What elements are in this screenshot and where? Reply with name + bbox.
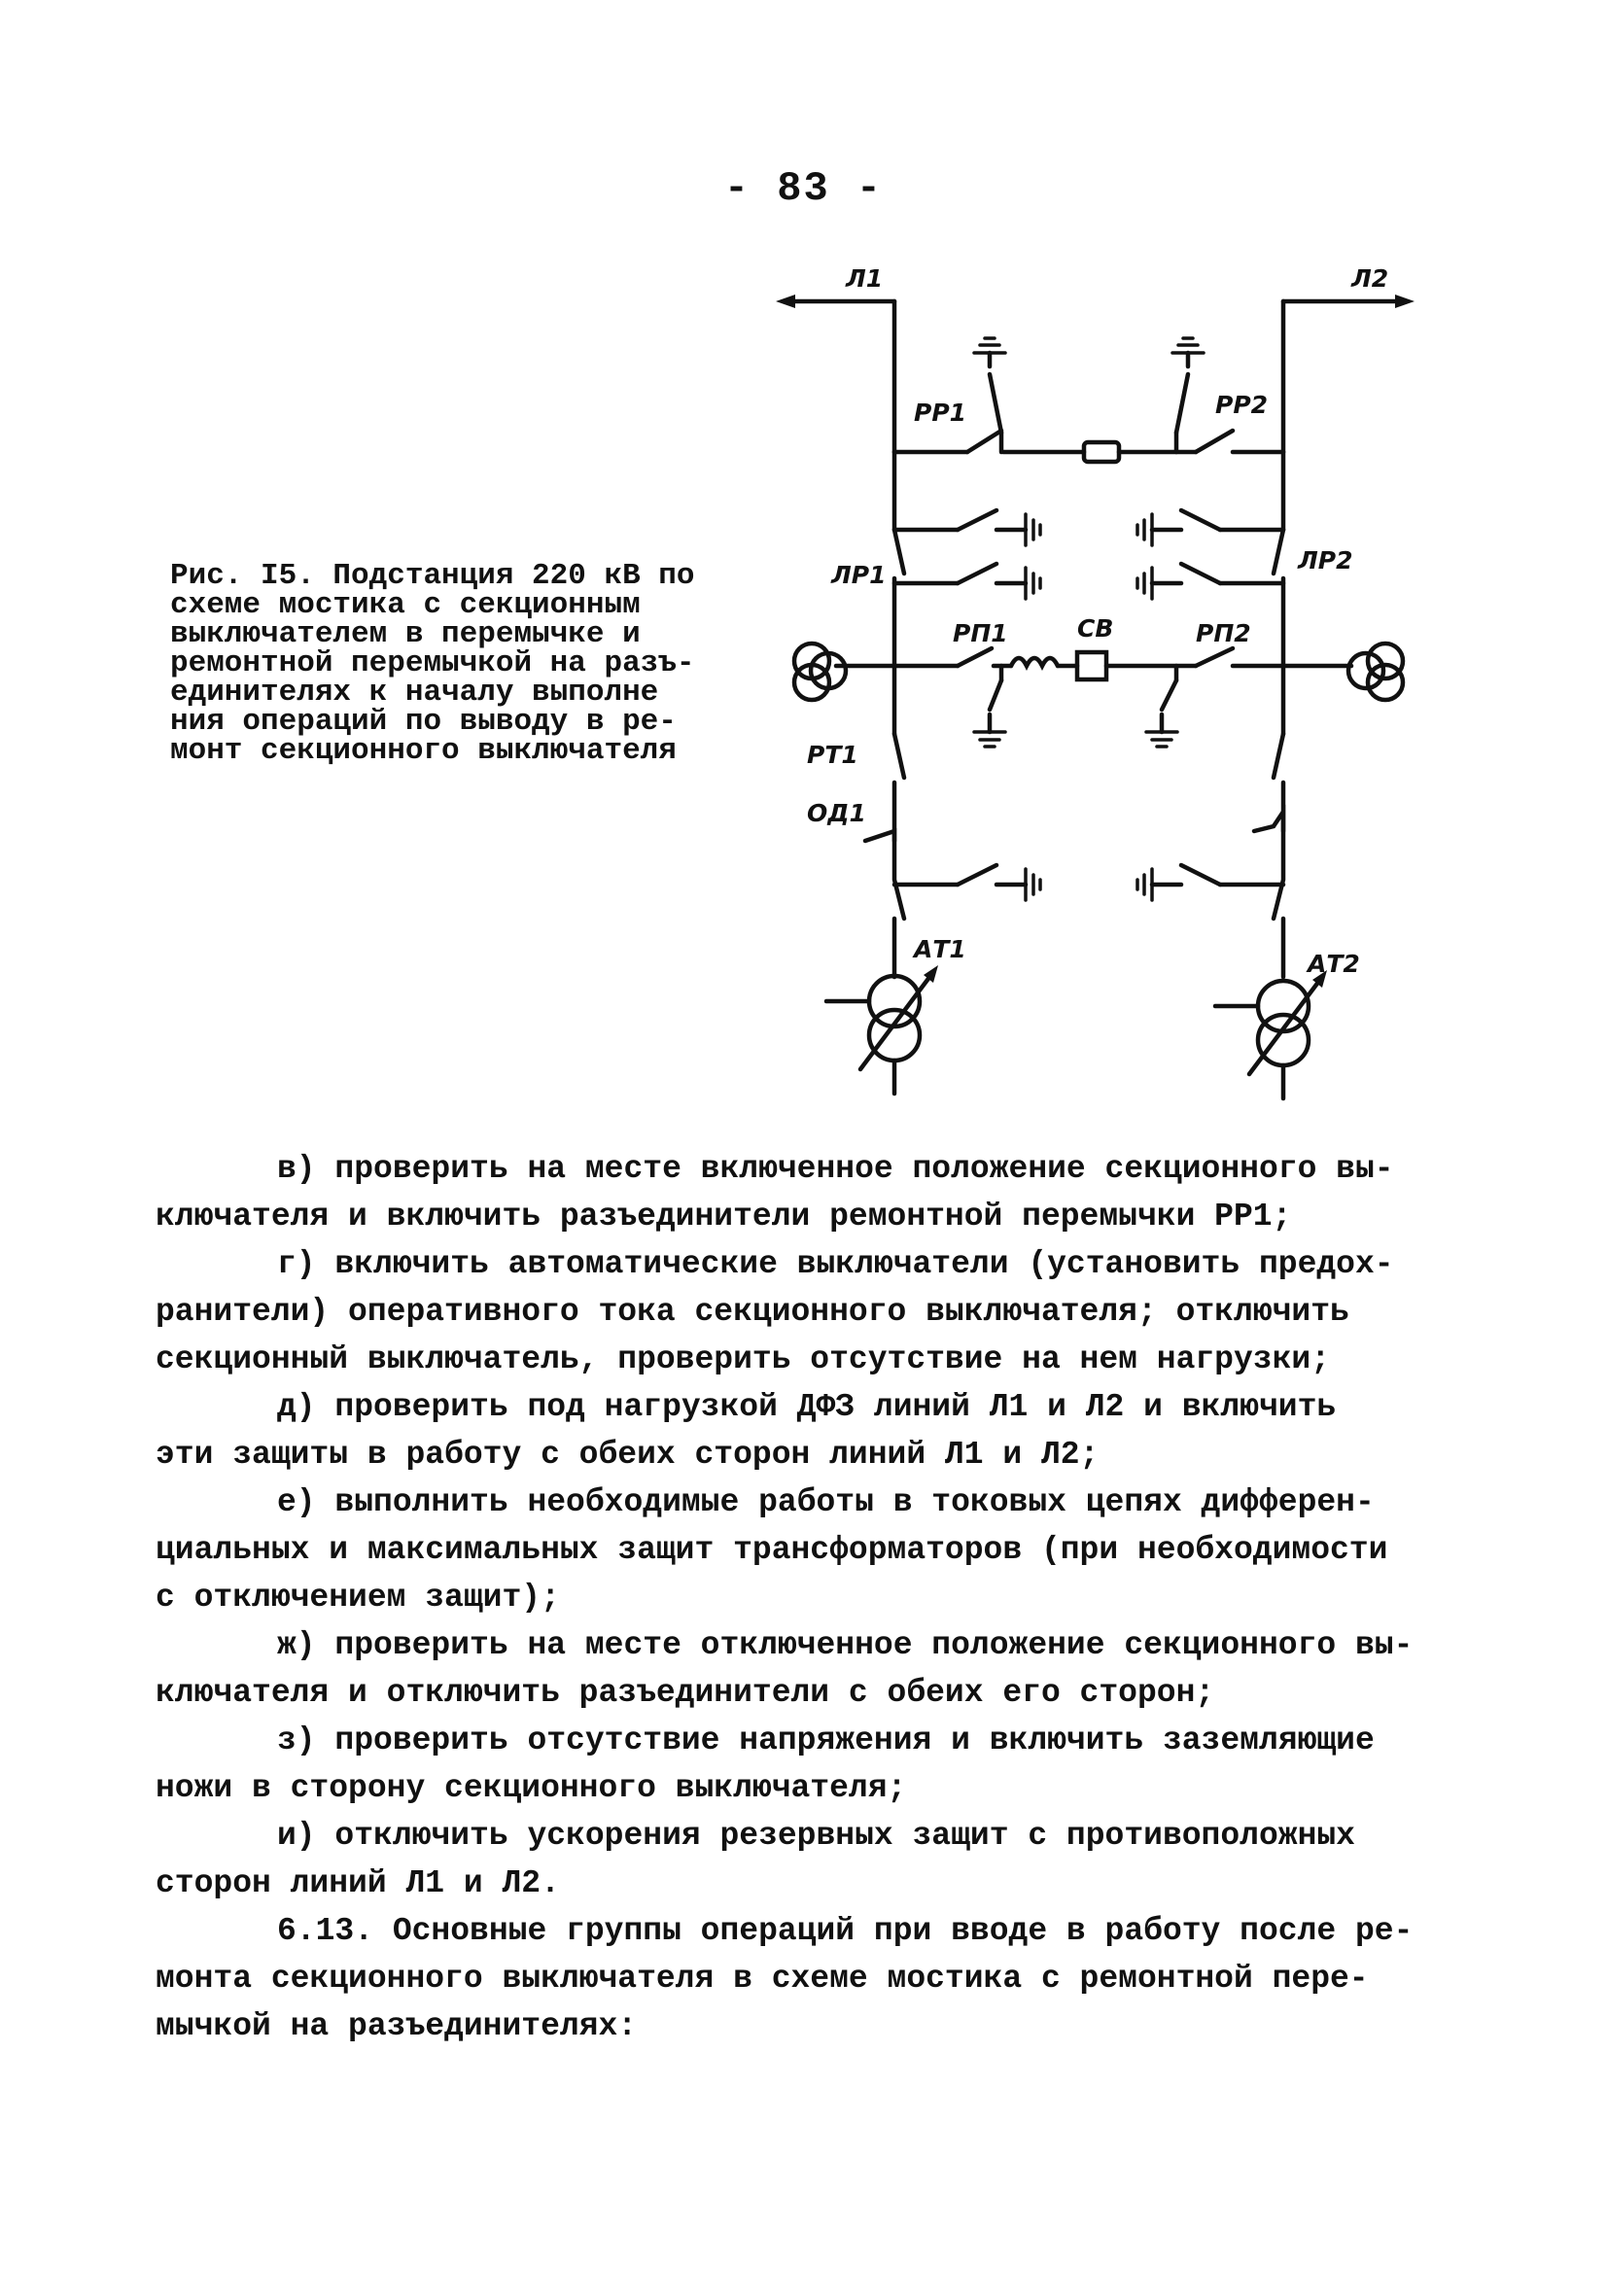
label-rp1: РП1 <box>953 619 1008 647</box>
body-line: ранители) оперативного тока секционного выключателя; отключить <box>156 1294 1349 1330</box>
caption-line: схеме мостика с секционным <box>170 588 641 622</box>
left-aux-transformer <box>794 644 846 700</box>
label-rt1: РТ1 <box>807 741 858 769</box>
label-rp2: РП2 <box>1196 619 1251 647</box>
left-chain <box>807 452 1040 977</box>
body-line: д) проверить под нагрузкой ДФЗ линий Л1 и Л2 и включить <box>277 1389 1337 1425</box>
body-line: циальных и максимальных защит трансформаторов (при необходимости <box>156 1532 1388 1568</box>
caption-line: Рис. I5. Подстанция 220 кВ по <box>170 559 695 593</box>
right-aux-transformer <box>1348 644 1403 700</box>
sectional-bus <box>836 614 1351 747</box>
label-at2: АТ2 <box>1308 950 1360 978</box>
caption-line: единителях к началу выполне <box>170 676 659 710</box>
body-line: сторон линий Л1 и Л2. <box>156 1865 560 1901</box>
body-text <box>156 1145 1449 2050</box>
label-l1: Л1 <box>846 264 884 293</box>
body-line: с отключением защит); <box>156 1580 560 1616</box>
substation-schematic <box>768 248 1449 1103</box>
body-line: ж) проверить на месте отключенное положение секционного вы- <box>277 1627 1414 1663</box>
right-chain <box>1137 452 1352 977</box>
line-l2-feeder <box>1283 264 1415 452</box>
body-line: монта секционного выключателя в схеме мостика с ремонтной пере- <box>156 1961 1369 1997</box>
label-lr2: ЛР2 <box>1298 546 1353 574</box>
body-line: ключателя и включить разъединители ремонтной перемычки РР1; <box>156 1199 1292 1235</box>
caption-line: выключателем в перемычке и <box>170 617 641 651</box>
page-number: - 83 - <box>723 165 884 212</box>
body-line: з) проверить отсутствие напряжения и включить заземляющие <box>277 1722 1375 1758</box>
body-line: е) выполнить необходимые работы в токовых цепях дифферен- <box>277 1484 1375 1520</box>
body-line: г) включить автоматические выключатели (установить предох- <box>277 1246 1394 1282</box>
caption-line: монт секционного выключателя <box>170 734 677 768</box>
repair-jumper <box>894 338 1283 462</box>
figure-caption <box>170 559 753 768</box>
label-sv: СВ <box>1077 614 1114 643</box>
body-line: в) проверить на месте включенное положение секционного вы- <box>277 1151 1394 1187</box>
line-l1-feeder <box>776 264 894 452</box>
body-line: и) отключить ускорения резервных защит с противоположных <box>277 1818 1355 1854</box>
body-line: эти защиты в работу с обеих сторон линий Л1 и Л2; <box>156 1437 1100 1473</box>
label-rr2: РР2 <box>1215 391 1269 419</box>
body-line: секционный выключатель, проверить отсутствие на нем нагрузки; <box>156 1341 1330 1377</box>
body-line: мычкой на разъединителях: <box>156 2008 638 2044</box>
caption-line: ремонтной перемычкой на разъ- <box>170 646 695 680</box>
body-line: ножи в сторону секционного выключателя; <box>156 1770 907 1806</box>
caption-line: ния операций по выводу в ре- <box>170 705 677 739</box>
label-rr1: РР1 <box>914 399 967 427</box>
label-at1: АТ1 <box>914 935 966 963</box>
body-line: ключателя и отключить разъединители с обеих его сторон; <box>156 1675 1215 1711</box>
autotransformer-at2 <box>1215 950 1360 1098</box>
body-line: 6.13. Основные группы операций при вводе в работу после ре- <box>277 1913 1414 1949</box>
label-l2: Л2 <box>1351 264 1389 293</box>
label-lr1: ЛР1 <box>831 561 887 589</box>
label-od1: ОД1 <box>807 799 866 827</box>
